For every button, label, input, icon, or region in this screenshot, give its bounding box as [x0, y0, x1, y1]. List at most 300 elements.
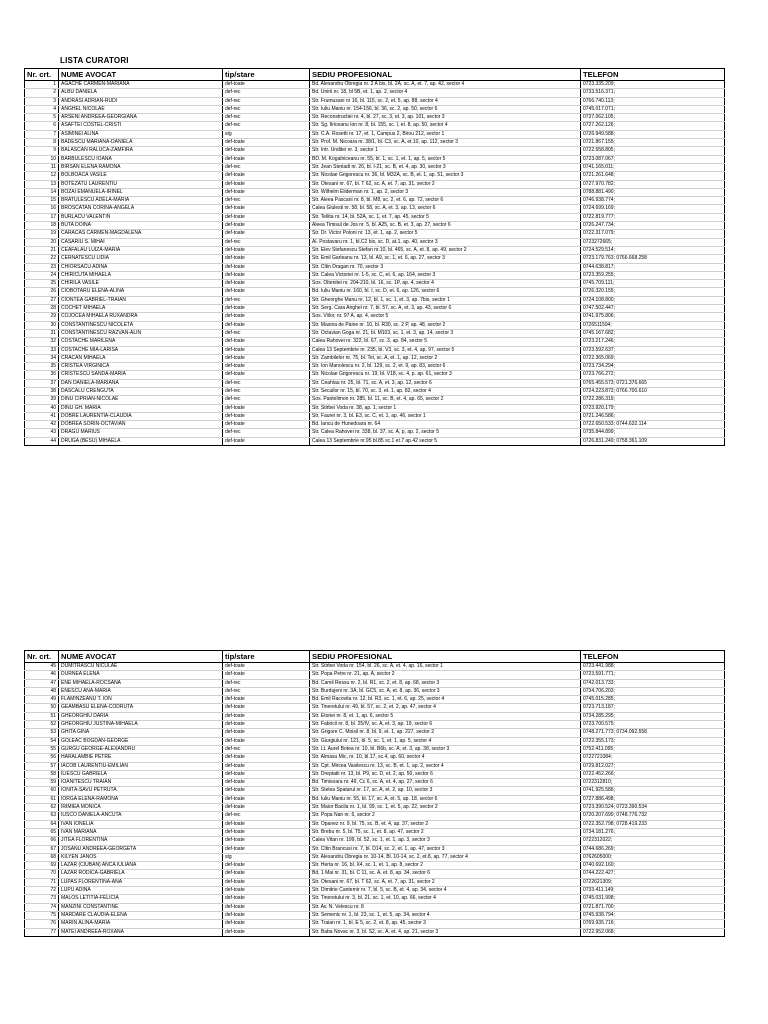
- table-row: [25, 712, 725, 720]
- cell-type: def-toate: [223, 862, 310, 870]
- cell-name: ALBU DANIELA: [59, 89, 223, 97]
- cell-name: BARBULESCU IOANA: [59, 155, 223, 163]
- table-row: [25, 305, 725, 313]
- cell-phone: 0748.271.773; 0734.092.558: [581, 729, 725, 737]
- cell-address: Bd. Unirii nr. 18, bl 5B, et. 1, ap. 2, sector 4: [310, 89, 581, 97]
- cell-name: CHIORSACU ADINA: [59, 263, 223, 271]
- cell-name: AGACHE CARMEN-MARIANA: [59, 81, 223, 89]
- cell-type: def-rec: [223, 89, 310, 97]
- cell-address: Str. Masina de Paine nr. 10, bl. R30, sc. 2 P, ap. 48, sector 2: [310, 321, 581, 329]
- cell-address: Calea 13 Septembrie nr.95 bl.85 sc.1 et.7 ap.42 sector 5: [310, 437, 581, 445]
- cell-address: Bd. Iuliu Maniu nr. 55, bl. 17, sc. A, et. 5, ap. 18, sector 6: [310, 795, 581, 803]
- table-row: [25, 404, 725, 412]
- cell-address: Str. Popa Nan nr. 6, sector 2: [310, 812, 581, 820]
- cell-type: def-rec: [223, 296, 310, 304]
- cell-name: BALASCAN RALUCA-ZAMFIRA: [59, 147, 223, 155]
- cell-phone: 0722.286.319;: [581, 396, 725, 404]
- table-row: [25, 396, 725, 404]
- cell-type: def-toate: [223, 928, 310, 936]
- cell-address: Str. Faurei nr. 3, bl. E3, sc. C, et. 1, ap. 46, sector 1: [310, 412, 581, 420]
- cell-nr: 28: [25, 305, 59, 313]
- cell-name: KILYEN JANOS: [59, 853, 223, 861]
- cell-type: def-toate: [223, 313, 310, 321]
- cell-nr: 19: [25, 230, 59, 238]
- cell-phone: 0729.812.027;: [581, 762, 725, 770]
- cell-phone: 0722.317.079;: [581, 230, 725, 238]
- cell-phone: 0724.223.873; 0766.700.610: [581, 387, 725, 395]
- cell-name: IVAN MARIANA: [59, 828, 223, 836]
- column-header-type: tip/stare: [223, 69, 310, 81]
- cell-nr: 2: [25, 89, 59, 97]
- cell-nr: 29: [25, 313, 59, 321]
- cell-phone: 0722.452.266;: [581, 770, 725, 778]
- cell-name: IRIMIEA MONICA: [59, 804, 223, 812]
- cell-name: CHIRICUTA MIHAELA: [59, 271, 223, 279]
- cell-address: Str. Calea Victoriei nr. 1-5, sc. C, et. 6, ap. 164, sector 3: [310, 271, 581, 279]
- table-row: [25, 687, 725, 695]
- cell-phone: 0721.246.586;: [581, 412, 725, 420]
- cell-phone: 0741.165.011;: [581, 163, 725, 171]
- cell-phone: 0723.713.187;: [581, 704, 725, 712]
- cell-name: BRATULESCU ADELA-MARIA: [59, 197, 223, 205]
- cell-type: def-toate: [223, 903, 310, 911]
- cell-phone: 0740.692.160;: [581, 862, 725, 870]
- cell-name: CEAFALAU LUIZA-MARIA: [59, 246, 223, 254]
- cell-address: Str. Stirbei Voda nr. 38, ap. 1, sector 1: [310, 404, 581, 412]
- cell-phone: 0722.819.777;: [581, 213, 725, 221]
- cell-type: def-toate: [223, 180, 310, 188]
- table-row: [25, 122, 725, 130]
- cell-address: Aleea Timisul de Jos nr. 5, bl. A25, sc. B, et. 3, ap. 27, sector 6: [310, 222, 581, 230]
- cell-name: DRUGA (BESU) MIHAELA: [59, 437, 223, 445]
- cell-phone: 0723.335.209;: [581, 81, 725, 89]
- cell-address: Str. Av. N. Velescu nr. 8: [310, 903, 581, 911]
- cell-nr: 68: [25, 853, 59, 861]
- cell-nr: 24: [25, 271, 59, 279]
- cell-address: Str. Tineretului nr. 49, bl. 57, sc. 2, et. 2, ap. 47, sector 4: [310, 704, 581, 712]
- cell-name: BIRSAN ELENA RAMONA: [59, 163, 223, 171]
- table-row: [25, 188, 725, 196]
- cell-nr: 17: [25, 213, 59, 221]
- cell-type: def-toate: [223, 762, 310, 770]
- cell-address: Str. Emil Garleanu nr. 13, bl. A9, sc. 1, et. 6, ap. 27, sector 3: [310, 255, 581, 263]
- cell-type: def-toate: [223, 222, 310, 230]
- cell-type: def-rec: [223, 163, 310, 171]
- cell-address: Bd. Camil Ressu nr. 2, bl. R1, sc. 2, et. 8, ap. 68, sector 3: [310, 679, 581, 687]
- table-row: [25, 238, 725, 246]
- cell-type: def-toate: [223, 271, 310, 279]
- table-row: [25, 97, 725, 105]
- cell-name: ASIMINEI ALINA: [59, 130, 223, 138]
- cell-address: Calea Giulesti nr. 58, bl. 58, sc. A, et. 3, ap. 13, sector 6: [310, 205, 581, 213]
- cell-nr: 20: [25, 238, 59, 246]
- cell-phone: 0722.650.533; 0744.632.114: [581, 421, 725, 429]
- column-header-phone: TELEFON: [581, 69, 725, 81]
- cell-phone: 0723.441.988;: [581, 663, 725, 671]
- table-row: [25, 172, 725, 180]
- cell-name: GEAMBASU ELENA-CODRUTA: [59, 704, 223, 712]
- table-row: [25, 139, 725, 147]
- cell-address: Str. Herta nr. 16, bl. X4, sc. 1, et. 1, ap. 8, sector 2: [310, 862, 581, 870]
- cell-nr: 73: [25, 895, 59, 903]
- cell-phone: 0752.411.095;: [581, 745, 725, 753]
- table-row: [25, 429, 725, 437]
- table-row: [25, 729, 725, 737]
- table-row: [25, 903, 725, 911]
- cell-name: ASAFTEI COSTEL-CRISTI: [59, 122, 223, 130]
- table-row: [25, 354, 725, 362]
- cell-nr: 5: [25, 114, 59, 122]
- cell-type: def-rec: [223, 329, 310, 337]
- cell-name: MATEI ANDREEA-ROXANA: [59, 928, 223, 936]
- cell-nr: 53: [25, 729, 59, 737]
- cell-phone: 0722.558.805;: [581, 147, 725, 155]
- column-header-phone: TELEFON: [581, 651, 725, 663]
- cell-nr: 52: [25, 721, 59, 729]
- cell-name: IACOB LAURENTIU-EMILIAN: [59, 762, 223, 770]
- cell-address: Bd. 1 Mai nr. 31, bl. C 11, sc. A, et. 8, ap. 34, sector 6: [310, 870, 581, 878]
- cell-phone: 0745.938.794;: [581, 911, 725, 919]
- cell-name: COSTACHE MARILENA: [59, 338, 223, 346]
- cell-nr: 50: [25, 704, 59, 712]
- cell-phone: 0722.352.798; 0728.419.233: [581, 820, 725, 828]
- table-header-row: [25, 69, 725, 81]
- column-header-address: SEDIU PROFESIONAL: [310, 69, 581, 81]
- table-row: [25, 853, 725, 861]
- table-row: [25, 338, 725, 346]
- cell-name: BROSCATAN CORINA-ANGELA: [59, 205, 223, 213]
- table-row: [25, 379, 725, 387]
- table-row: [25, 878, 725, 886]
- cell-type: def-rec: [223, 238, 310, 246]
- cell-name: MANZINI CONSTANTINE: [59, 903, 223, 911]
- cell-nr: 60: [25, 787, 59, 795]
- cell-address: Str. Burdujeni nr. 3A, bl. GC5, sc. A, et. 8, ap. 36, sector 3: [310, 687, 581, 695]
- cell-type: def-toate: [223, 845, 310, 853]
- cell-nr: 15: [25, 197, 59, 205]
- cell-address: Str. Lt. Aurel Botea nr. 10, bl. B6b, sc. A, et. 3, ap. 38, sector 3: [310, 745, 581, 753]
- cell-nr: 43: [25, 429, 59, 437]
- table-row: [25, 147, 725, 155]
- table-row: [25, 163, 725, 171]
- cell-phone: 0723.179.763; 0766.668.258: [581, 255, 725, 263]
- table-row: [25, 255, 725, 263]
- cell-name: BOLBOACA VASILE: [59, 172, 223, 180]
- cell-type: def-toate: [223, 412, 310, 420]
- cell-address: Str. Prof. M. Nicoara nr. 38/1, bl. C3, sc. A, et.10, ap. 112, sector 3: [310, 139, 581, 147]
- table-row: [25, 222, 725, 230]
- table-row: [25, 887, 725, 895]
- cell-name: MALOS LETITIA-FELICIA: [59, 895, 223, 903]
- cell-nr: 36: [25, 371, 59, 379]
- cell-phone: 0762605000;: [581, 853, 725, 861]
- cell-type: def-toate: [223, 147, 310, 155]
- cell-nr: 51: [25, 712, 59, 720]
- cell-type: def-toate: [223, 188, 310, 196]
- cell-type: def-toate: [223, 696, 310, 704]
- cell-nr: 6: [25, 122, 59, 130]
- cell-nr: 9: [25, 147, 59, 155]
- cell-phone: 0746.938.774;: [581, 197, 725, 205]
- cell-nr: 16: [25, 205, 59, 213]
- cell-address: Str. Dreptatii nr. 13, bl. P9, sc. D, et. 2, ap. 50, sector 6: [310, 770, 581, 778]
- table-row: [25, 721, 725, 729]
- cell-phone: 0737.062.105;: [581, 114, 725, 122]
- cell-type: def-toate: [223, 837, 310, 845]
- table-row: [25, 437, 725, 445]
- table-row: [25, 737, 725, 745]
- cell-address: Str. Cltin Brancusi nr. 7, bl. D14, sc. 2, et. 1, ap. 47, sector 3: [310, 845, 581, 853]
- cell-address: BD. M. Kogalniceanu nr. 55, bl. 1, sc. 1, et. 1, ap. 5, sector 5: [310, 155, 581, 163]
- cell-phone: 0722.355.173;: [581, 737, 725, 745]
- cell-type: def-toate: [223, 354, 310, 362]
- cell-name: ENE MIHAELA-ROCSANA: [59, 679, 223, 687]
- cell-type: def-rec: [223, 396, 310, 404]
- table-row: [25, 263, 725, 271]
- table-row: [25, 895, 725, 903]
- table-row: [25, 288, 725, 296]
- table-row: [25, 704, 725, 712]
- cell-type: def-toate: [223, 920, 310, 928]
- cell-nr: 37: [25, 379, 59, 387]
- cell-name: CRACAN MIHAELA: [59, 354, 223, 362]
- cell-type: def-toate: [223, 870, 310, 878]
- cell-name: IUSCO DANIELA-ANCUTA: [59, 812, 223, 820]
- table-row: [25, 828, 725, 836]
- cell-name: CIONTEA GABRIEL-TRAIAN: [59, 296, 223, 304]
- cell-type: def-rec: [223, 122, 310, 130]
- cell-address: Bd. Timisoara nr. 49, Cc 6, sc. A, et. 4, ap. 27, sector 6: [310, 779, 581, 787]
- cell-address: Str. C.A. Rosetti nr. 17, et. 1, Campus 2, Birou 212, sector 1: [310, 130, 581, 138]
- cell-name: DURNEA ELENA: [59, 671, 223, 679]
- cell-phone: 0723.766.272;: [581, 371, 725, 379]
- cell-nr: 26: [25, 288, 59, 296]
- cell-phone: 0727.970.782;: [581, 180, 725, 188]
- cell-nr: 58: [25, 770, 59, 778]
- cell-name: LUPAS FLORENTINA-ANA: [59, 878, 223, 886]
- cell-name: LAZAR RODICA-GABRIELA: [59, 870, 223, 878]
- cell-address: Str. Cpt. Mircea Vasilescu nr. 13, sc. B, et. 1, ap. 2, sector 4: [310, 762, 581, 770]
- cell-name: ANGHEL NICOLAE: [59, 105, 223, 113]
- cell-nr: 76: [25, 920, 59, 928]
- cell-type: def-toate: [223, 737, 310, 745]
- table-row: [25, 862, 725, 870]
- cell-address: Str. Wilhelm Eliderman nr. 1, ap. 2, sector 3: [310, 188, 581, 196]
- cell-address: Calea Rahovei nr. 322, bl. 67, sc. 3, ap. 84, sector 5: [310, 338, 581, 346]
- cell-name: CRISTEA VIRGINICA: [59, 363, 223, 371]
- table-row: [25, 180, 725, 188]
- table-row: [25, 745, 725, 753]
- cell-phone: 0741.925.586;: [581, 787, 725, 795]
- cell-phone: 0724.529.514;: [581, 246, 725, 254]
- cell-phone: 0723.359.255;: [581, 271, 725, 279]
- cell-phone: 0726.247.734;: [581, 222, 725, 230]
- table-row: [25, 812, 725, 820]
- cell-type: stg: [223, 130, 310, 138]
- cell-address: Str. Calea Rahovei nr. 338, bl. 37, sc. A, p, ap. 2, sector 5: [310, 429, 581, 437]
- table-row: [25, 371, 725, 379]
- cell-address: Str. Ceahlau nr. 25, bl. 71, sc. A, et. 3, ap. 12, sector 6: [310, 379, 581, 387]
- cell-nr: 8: [25, 139, 59, 147]
- table-row: [25, 280, 725, 288]
- cell-nr: 14: [25, 188, 59, 196]
- cell-name: CIOBOTARU ELENA-ALINA: [59, 288, 223, 296]
- cell-phone: 0722312022;: [581, 837, 725, 845]
- cell-type: def-toate: [223, 721, 310, 729]
- cell-name: DAN DANIELA-MARIANA: [59, 379, 223, 387]
- column-header-name: NUME AVOCAT: [59, 69, 223, 81]
- cell-type: def-rec: [223, 679, 310, 687]
- cell-address: Str. Aleea Pascani nr. 8, bl. M8, sc. 2, et. 6, ap. 72, sector 6: [310, 197, 581, 205]
- cell-address: Str. Traian nr. 1, bl. E 5, sc. 2, et. 8, ap. 45, sector 3: [310, 920, 581, 928]
- cell-type: def-toate: [223, 437, 310, 445]
- cell-name: CASARIU S. MIHAI: [59, 238, 223, 246]
- cell-name: LAZAR (CIUBAN) ANCA IULIANA: [59, 862, 223, 870]
- curators-table-page-2: [24, 650, 725, 937]
- table-row: [25, 795, 725, 803]
- cell-name: BOTEZATU LAURENTIU: [59, 180, 223, 188]
- cell-nr: 4: [25, 105, 59, 113]
- table-row: [25, 313, 725, 321]
- cell-type: def-toate: [223, 754, 310, 762]
- cell-address: Str. Cltin Dragan nr. 70, sector 3: [310, 263, 581, 271]
- table-row: [25, 696, 725, 704]
- cell-address: Bd. Iuliu Maniu nr. 160, bl. I, sc. D, et. 6, ap. 126, sector 6: [310, 288, 581, 296]
- cell-nr: 39: [25, 396, 59, 404]
- cell-name: DOBREA SORIN-OCTAVIAN: [59, 421, 223, 429]
- cell-address: Sos. Viilor, nr. 97 A, ap. 4, sector 5: [310, 313, 581, 321]
- cell-type: def-toate: [223, 246, 310, 254]
- cell-type: def-toate: [223, 887, 310, 895]
- cell-address: Str. Jean Steriadi nr. 26, bl. I-21, sc. B, et. 4, ap. 30, sector 3: [310, 163, 581, 171]
- cell-address: Str. Giurgiului nr. 121, bl. 5, sc. 1, et. 1, ap. 5, sector 4: [310, 737, 581, 745]
- cell-nr: 12: [25, 172, 59, 180]
- cell-phone: 0745.017.071;: [581, 105, 725, 113]
- cell-phone: 0723.217.246;: [581, 338, 725, 346]
- table-row: [25, 205, 725, 213]
- cell-phone: 0727.886.498;: [581, 795, 725, 803]
- cell-type: def-toate: [223, 155, 310, 163]
- cell-phone: 0724.108.800;: [581, 296, 725, 304]
- cell-name: DINU CIPRIAN-NICOLAE: [59, 396, 223, 404]
- cell-phone: 0723.087.067;: [581, 155, 725, 163]
- table-row: [25, 230, 725, 238]
- cell-phone: 0733.516.371;: [581, 89, 725, 97]
- cell-type: def-toate: [223, 878, 310, 886]
- cell-nr: 63: [25, 812, 59, 820]
- cell-type: def-toate: [223, 404, 310, 412]
- cell-phone: 0733.411.149;: [581, 887, 725, 895]
- table-row: [25, 820, 725, 828]
- cell-phone: 0726.320.155;: [581, 288, 725, 296]
- cell-nr: 57: [25, 762, 59, 770]
- table-row: [25, 679, 725, 687]
- cell-type: def-toate: [223, 779, 310, 787]
- table-row: [25, 155, 725, 163]
- cell-nr: 31: [25, 329, 59, 337]
- cell-address: Str. Semenic nr. 1, bl. 23, sc. 1, et. 5, ap. 34, sector 4: [310, 911, 581, 919]
- cell-nr: 32: [25, 338, 59, 346]
- column-header-nr: Nr. crt.: [25, 69, 59, 81]
- cell-type: def-toate: [223, 305, 310, 313]
- cell-name: JOSANU ANDREEA-GEORGETA: [59, 845, 223, 853]
- cell-type: def-toate: [223, 787, 310, 795]
- cell-address: Al. Postavaru nr. 1, bl.C2 bis, sc. D, at.1, ap. 40, sector 3: [310, 238, 581, 246]
- cell-phone: 0747.502.447;: [581, 305, 725, 313]
- cell-phone: 0723.591.771;: [581, 671, 725, 679]
- cell-phone: 0720.207.690; 0748.776.732: [581, 812, 725, 820]
- cell-type: def-toate: [223, 828, 310, 836]
- cell-address: Str. Elev Stefanescu Stefan nr.10, bl. 465, sc. A, et. 8, ap. 49, sector 2: [310, 246, 581, 254]
- cell-nr: 33: [25, 346, 59, 354]
- table-row: [25, 130, 725, 138]
- table-row: [25, 870, 725, 878]
- cell-phone: 0744.638.817;: [581, 263, 725, 271]
- table-row: [25, 762, 725, 770]
- cell-address: Str. Dimitrie Cantemir nr. 7, bl. 5, sc. B, et. 4, ap. 34, sector 4: [310, 887, 581, 895]
- cell-type: def-toate: [223, 770, 310, 778]
- cell-name: DUMITRASCU NICULAE: [59, 663, 223, 671]
- cell-nr: 21: [25, 246, 59, 254]
- cell-nr: 71: [25, 878, 59, 886]
- table-row: [25, 911, 725, 919]
- cell-type: def-rec: [223, 387, 310, 395]
- cell-address: Str. Nicolae Grigorescu nr. 19, bl. V18, sc. 4, p. ap. 61, sector 3: [310, 371, 581, 379]
- cell-nr: 44: [25, 437, 59, 445]
- cell-phone: 0765.455.573; 0721.376.665: [581, 379, 725, 387]
- cell-type: def-toate: [223, 321, 310, 329]
- cell-type: def-toate: [223, 663, 310, 671]
- document-title: LISTA CURATORI: [60, 56, 129, 65]
- cell-name: COSTACHE MIA-LARISA: [59, 346, 223, 354]
- cell-type: def-toate: [223, 895, 310, 903]
- cell-name: GOLEAC BOGDAN-GEORGE: [59, 737, 223, 745]
- cell-nr: 1: [25, 81, 59, 89]
- cell-name: ARSENI ANDREEA-GEORGIANA: [59, 114, 223, 122]
- cell-type: def-toate: [223, 804, 310, 812]
- cell-nr: 11: [25, 163, 59, 171]
- cell-name: ENESCU ANA-MARIA: [59, 687, 223, 695]
- cell-phone: 0723.734.294;: [581, 363, 725, 371]
- cell-phone: 0722621309;: [581, 878, 725, 886]
- cell-type: def-toate: [223, 81, 310, 89]
- cell-nr: 42: [25, 421, 59, 429]
- cell-nr: 40: [25, 404, 59, 412]
- cell-nr: 13: [25, 180, 59, 188]
- cell-type: def-toate: [223, 213, 310, 221]
- cell-nr: 25: [25, 280, 59, 288]
- cell-phone: 0721.871.700;: [581, 903, 725, 911]
- table-row: [25, 837, 725, 845]
- cell-nr: 72: [25, 887, 59, 895]
- cell-address: Bd. Iancu de Hunedoara nr. 64: [310, 421, 581, 429]
- cell-address: Str. Serg. Cara Anghel nr. 7, bl. 57, sc. A, et. 3, ap. 43, sector 6: [310, 305, 581, 313]
- cell-phone: 0723.920.179;: [581, 404, 725, 412]
- cell-phone: 0766.740.113;: [581, 97, 725, 105]
- cell-name: IVAN IONELIA: [59, 820, 223, 828]
- cell-nr: 46: [25, 671, 59, 679]
- cell-type: def-toate: [223, 230, 310, 238]
- cell-name: HARALAMBIE PETRE: [59, 754, 223, 762]
- cell-address: Str. Ion Manolescu nr. 2, bl. 129, sc. 2, et. 9, ap. 83, sector 6: [310, 363, 581, 371]
- cell-type: def-toate: [223, 263, 310, 271]
- table-row: [25, 271, 725, 279]
- cell-type: def-toate: [223, 139, 310, 147]
- cell-nr: 54: [25, 737, 59, 745]
- cell-type: def-toate: [223, 421, 310, 429]
- table-row: [25, 363, 725, 371]
- cell-phone: 0723.700.575;: [581, 721, 725, 729]
